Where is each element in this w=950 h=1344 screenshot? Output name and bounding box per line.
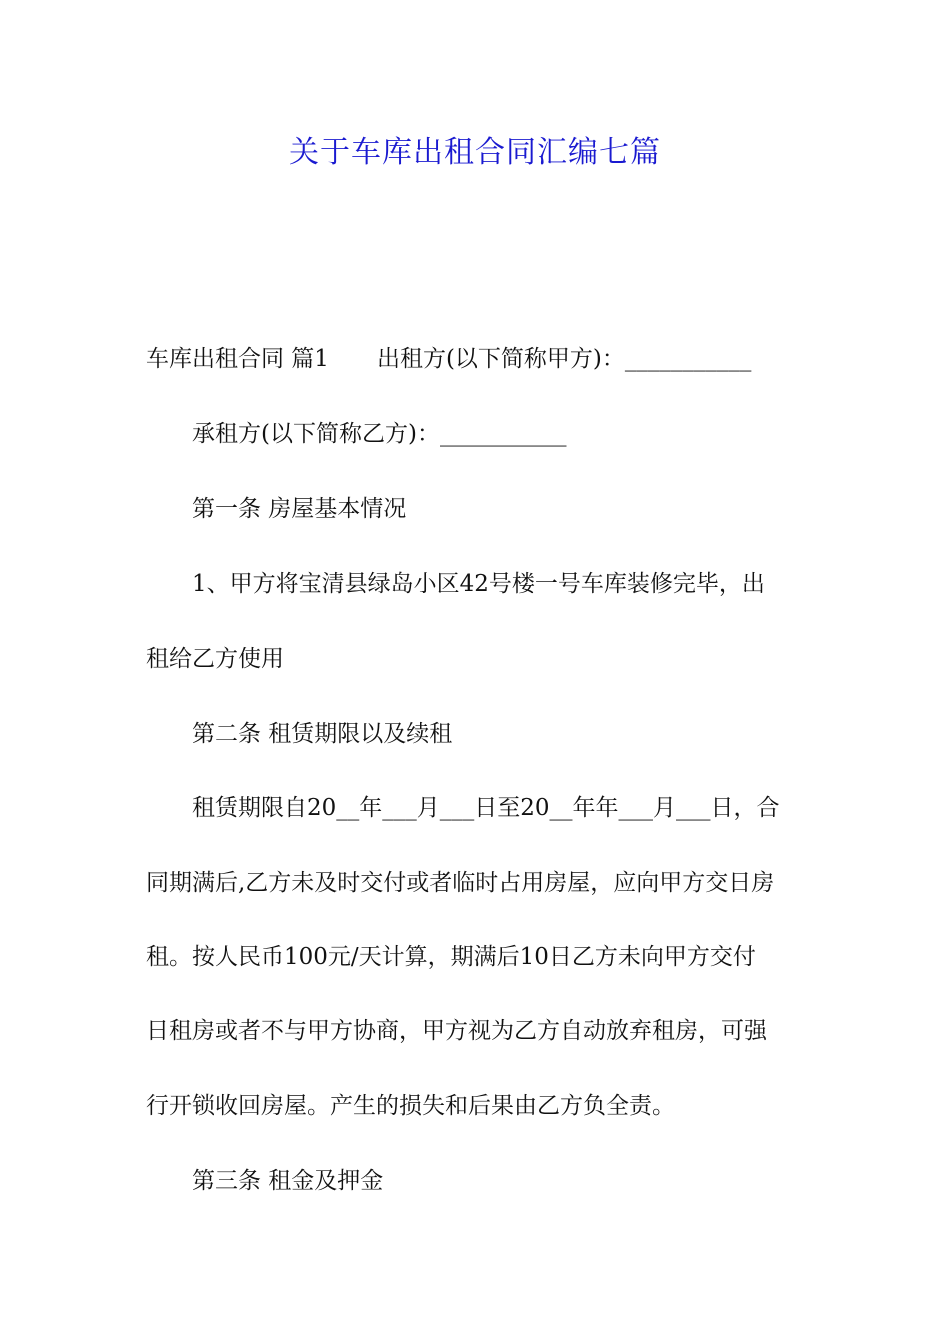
contract-heading-line	[146, 339, 826, 379]
paragraph-line: 1、甲方将宝清县绿岛小区42号楼一号车库装修完毕，出	[192, 571, 765, 597]
contract-subtitle: 车库出租合同 篇1	[146, 346, 329, 372]
paragraph-line: 同期满后,乙方未及时交付或者临时占用房屋，应向甲方交日房	[146, 870, 775, 896]
document-title: 关于车库出租合同汇编七篇	[289, 135, 661, 170]
paragraph-line: 行开锁收回房屋。产生的损失和后果由乙方负全责。	[146, 1093, 675, 1119]
lessor-line: 出租方(以下简称甲方)：___________	[376, 346, 752, 372]
paragraph-line: 日租房或者不与甲方协商，甲方视为乙方自动放弃租房，可强	[146, 1018, 767, 1044]
article-3-heading: 第三条 租金及押金	[192, 1168, 384, 1194]
paragraph-line: 租。按人民币100元/天计算，期满后10日乙方未向甲方交付	[146, 944, 756, 970]
paragraph-line: 租赁期限自20__年___月___日至20__年年___月___日，合	[192, 795, 780, 821]
lessee-line: 承租方(以下简称乙方)：___________	[192, 421, 567, 447]
article-2-heading: 第二条 租赁期限以及续租	[192, 721, 453, 747]
article-1-heading: 第一条 房屋基本情况	[192, 496, 407, 522]
paragraph-line: 租给乙方使用	[146, 646, 284, 672]
